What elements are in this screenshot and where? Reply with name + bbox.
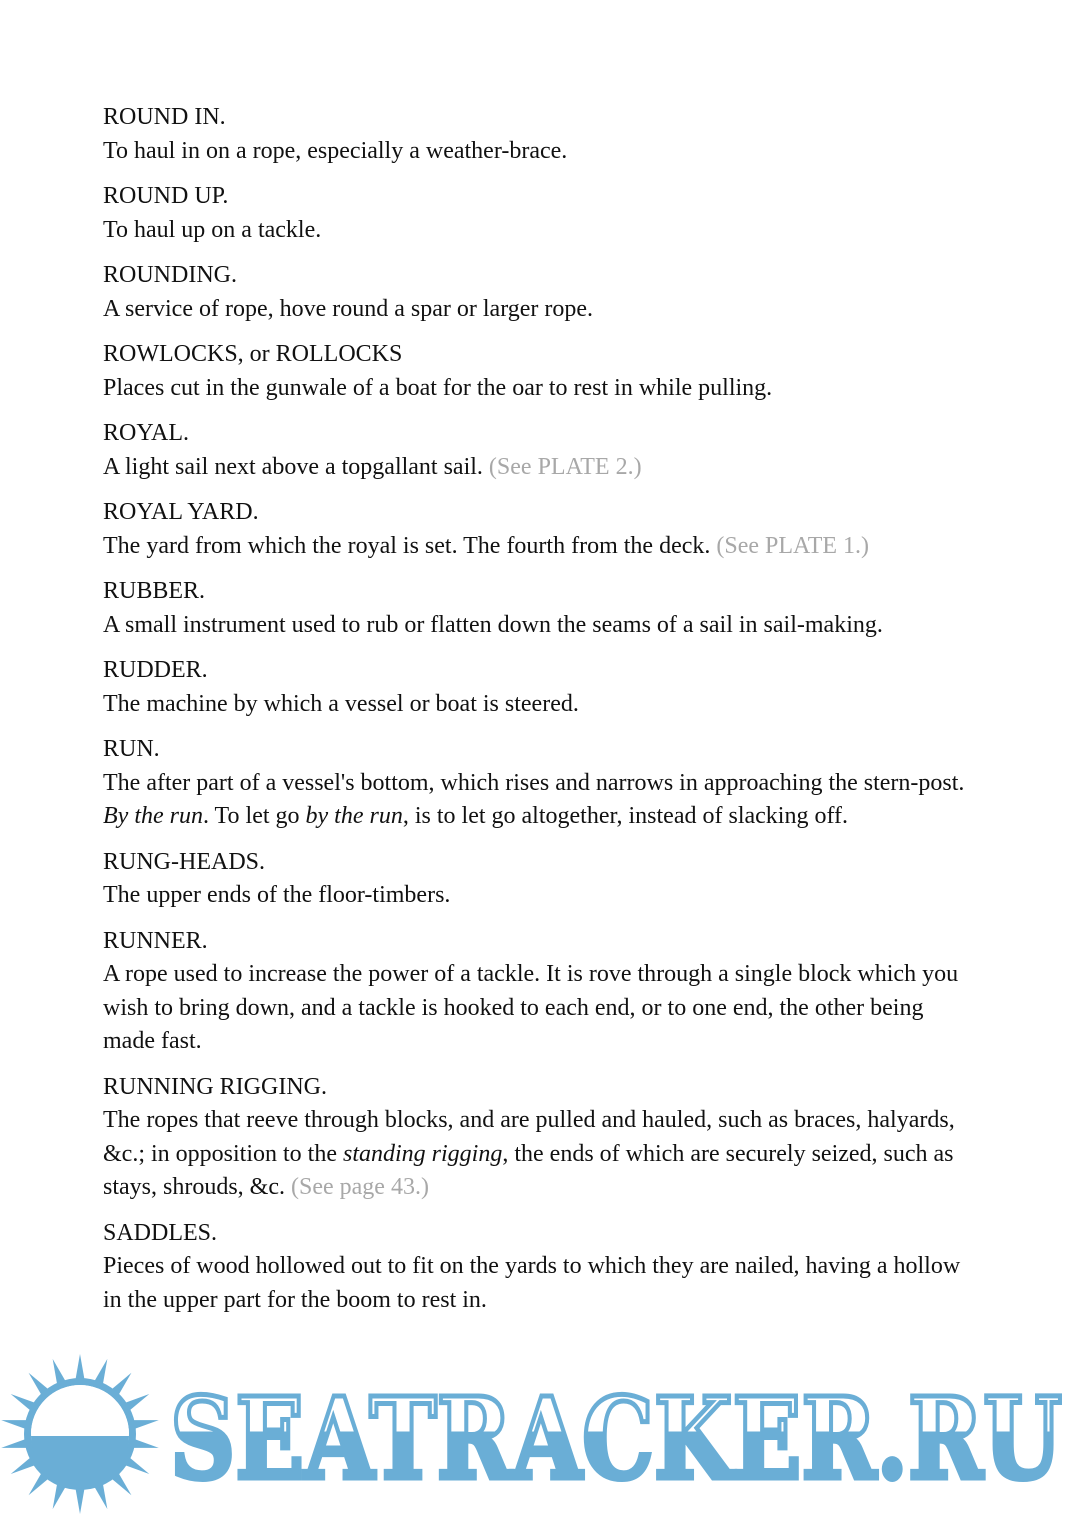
entry-term: ROUND IN. — [103, 104, 226, 130]
entry-term: SADDLES. — [103, 1219, 218, 1246]
entry-definition — [103, 214, 973, 248]
entry-term: RUNNER. — [103, 927, 208, 954]
entry-definition — [103, 958, 973, 1059]
glossary-entry — [103, 259, 973, 326]
entry-term: RUNG-HEADS. — [103, 848, 265, 875]
entry-term: ROYAL YARD. — [103, 499, 259, 525]
glossary-entry — [103, 733, 973, 834]
entry-definition — [103, 451, 973, 485]
glossary-entry — [103, 338, 973, 405]
watermark-banner — [0, 1352, 1080, 1515]
sun-icon — [0, 1352, 160, 1515]
entry-definition — [103, 1104, 973, 1205]
glossary-entry — [103, 846, 973, 913]
glossary-page — [103, 101, 973, 1329]
plate-reference: (See PLATE 1.) — [716, 532, 870, 559]
definition-text: The upper ends of the floor-timbers. — [103, 882, 451, 908]
entry-term: ROUND UP. — [103, 183, 229, 209]
italic-phrase: by the run — [305, 803, 403, 829]
entry-definition — [103, 372, 973, 406]
glossary-entry — [103, 180, 973, 247]
italic-phrase: standing rigging — [343, 1140, 503, 1167]
glossary-entry — [103, 1071, 973, 1205]
glossary-entry — [103, 1217, 973, 1318]
entry-definition — [103, 879, 973, 913]
entry-definition — [103, 1250, 973, 1317]
italic-phrase: By the run — [103, 803, 203, 829]
entry-definition — [103, 609, 973, 643]
entry-definition — [103, 135, 973, 169]
entry-term: ROUNDING. — [103, 262, 237, 288]
definition-text: Places cut in the gunwale of a boat for the oar to rest in while pulling. — [103, 374, 773, 401]
site-logo-text — [168, 1360, 1068, 1510]
entry-term: ROWLOCKS, or ROLLOCKS — [103, 341, 403, 367]
definition-text: The machine by which a vessel or boat is steered. — [103, 690, 579, 717]
definition-text: A rope used to increase the power of a tackle. It is rove through a single block which you wish to bring down, and a tackle is hooked to each end, or to one end, the other being made fast. — [103, 961, 959, 1054]
glossary-entry — [103, 101, 973, 168]
site-logo-word: SEATRACKER.RU — [170, 1374, 1062, 1505]
entry-term: RUDDER. — [103, 657, 208, 683]
definition-text: A small instrument used to rub or flatten down the seams of a sail in sail-making. — [103, 611, 883, 638]
definition-text: , is to let go altogether, instead of slacking off. — [402, 803, 849, 829]
definition-text: A service of rope, hove round a spar or larger rope. — [103, 295, 594, 322]
glossary-entry — [103, 496, 973, 563]
entry-term: RUNNING RIGGING. — [103, 1073, 327, 1100]
glossary-entry — [103, 654, 973, 721]
definition-text: Pieces of wood hollowed out to fit on the yards to which they are nailed, having a hollow in the upper part for the boom to rest in. — [103, 1253, 961, 1313]
plate-reference: (See PLATE 2.) — [488, 453, 642, 480]
entry-term: RUN. — [103, 736, 160, 762]
glossary-entry — [103, 925, 973, 1059]
definition-text: , the ends of which are securely seized, such as stays, shrouds, &c. — [103, 1140, 954, 1200]
entry-definition — [103, 767, 973, 834]
glossary-entry — [103, 575, 973, 642]
definition-text: . To let go — [202, 803, 306, 829]
entry-term: RUBBER. — [103, 578, 206, 604]
entry-definition — [103, 688, 973, 722]
entry-definition — [103, 293, 973, 327]
definition-text: A light sail next above a topgallant sail. — [103, 453, 489, 480]
definition-text: The ropes that reeve through blocks, and are pulled and hauled, such as braces, halyards, &c.; in opposition to the — [103, 1107, 955, 1167]
plate-reference: (See page 43.) — [291, 1174, 429, 1200]
glossary-entry — [103, 417, 973, 484]
definition-text: To haul in on a rope, especially a weather-brace. — [103, 137, 568, 164]
definition-text: The after part of a vessel's bottom, which rises and narrows in approaching the stern-post. — [103, 769, 965, 796]
entry-term: ROYAL. — [103, 420, 190, 446]
definition-text: The yard from which the royal is set. The fourth from the deck. — [103, 532, 717, 559]
definition-text: To haul up on a tackle. — [103, 216, 322, 243]
entry-definition — [103, 530, 973, 564]
